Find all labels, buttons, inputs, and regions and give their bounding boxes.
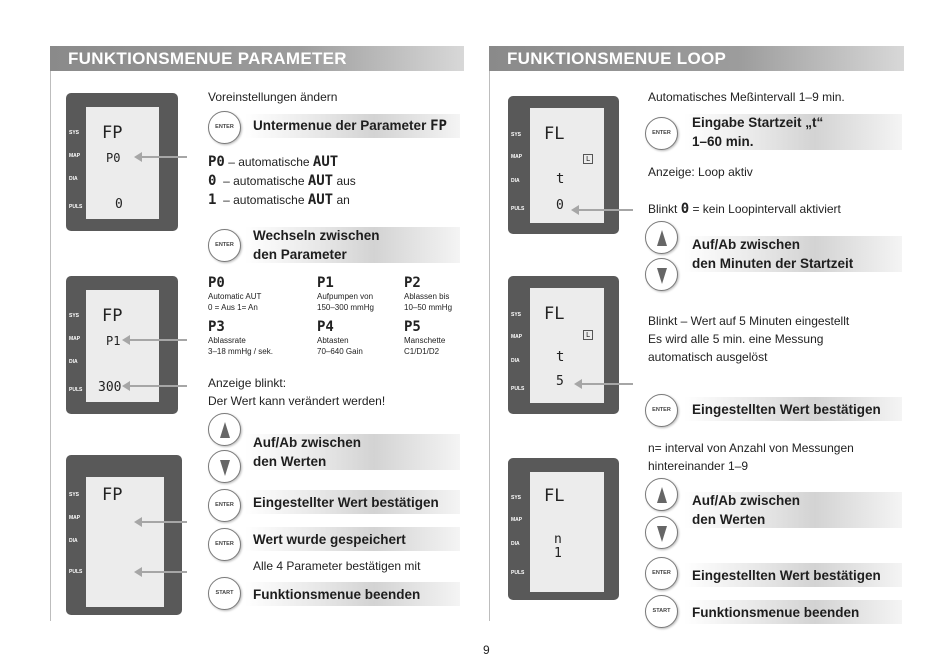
blink0-pre: Blinkt [648,202,681,216]
lcd-display-fp [66,455,182,615]
n-line1: n= interval von Anzahl von Messungen [648,441,854,455]
confirm2-step [684,563,902,587]
blink5-line3: automatisch ausgelöst [648,350,768,364]
param-code: P0 [208,275,225,291]
dia-label: DIA [69,359,78,365]
map-label: MAP [69,515,81,521]
lcd-display-loop-t5 [508,276,619,414]
param-code: P3 [208,319,225,335]
param-p1 [317,275,407,313]
lcd-display-loop-t0 [508,96,619,234]
puls-label: PULS [511,206,525,212]
interval-text: Automatisches Meßintervall 1–9 min. [648,90,845,104]
lcd-display-p0 [66,93,178,231]
enter-label: ENTER [215,124,234,130]
start-line2: 1–60 min. [692,134,754,149]
enter-label: ENTER [652,407,671,413]
param-code: P2 [404,275,421,291]
param-line2: 70–640 Gain [317,347,363,356]
sys-label: SYS [69,492,80,498]
line-text: – automatische [216,174,308,188]
updown-min-line2: den Minuten der Startzeit [692,256,854,271]
n-interval-text [648,439,854,475]
dia-label: DIA [69,538,78,544]
end-text: Funktionsmenue beenden [253,586,421,602]
map-label: MAP [511,154,523,160]
right-divider [489,71,490,621]
intro-text: Voreinstellungen ändern [208,90,338,104]
param-p5 [404,319,474,357]
sys-label: SYS [69,313,80,319]
line-suffix: an [333,193,350,207]
confirm2-text: Eingestellten Wert bestätigen [692,567,881,583]
seg-code: 1 [208,192,217,208]
lcd-display-p1 [66,276,178,414]
pointer-arrow [578,209,633,211]
param-p2 [404,275,474,313]
param-code: P4 [317,319,334,335]
dia-label: DIA [69,176,78,182]
switch-step [245,227,460,263]
enter-label: ENTER [215,502,234,508]
seg-text: AUT [307,192,334,208]
switch-line2: den Parameter [253,247,347,262]
blink5-line1: Blinkt – Wert auf 5 Minuten eingestellt [648,314,850,328]
blink-line2: Der Wert kann verändert werden! [208,394,386,408]
lcd-top-text: FL [544,304,565,324]
updown-line1: Auf/Ab zwischen [692,493,801,508]
map-label: MAP [69,336,81,342]
puls-label: PULS [69,204,83,210]
up-button [645,221,678,254]
seg-code: P0 [208,154,225,170]
lcd-top-text: FP [102,123,123,143]
puls-label: PULS [511,386,525,392]
updown-step [245,434,460,470]
enter-button [645,394,678,427]
map-label: MAP [511,334,523,340]
param-line1: Ablassen bis [404,292,450,301]
lcd-bottom-text: 0 [115,197,123,212]
updown-values-step [684,492,902,528]
seg-text: AUT [307,173,334,189]
puls-label: PULS [511,570,525,576]
switch-line1: Wechseln zwischen [253,228,380,243]
seg-text: AUT [312,154,339,170]
dia-label: DIA [511,178,520,184]
pointer-arrow [141,521,187,523]
end-step [245,582,460,606]
updown-min-line1: Auf/Ab zwischen [692,237,801,252]
confirm-text: Eingestellten Wert bestätigen [692,401,881,417]
blink0-post: = kein Loopintervall aktiviert [689,202,841,216]
n-line2: hintereinander 1–9 [648,459,749,473]
lcd-top-text: FL [544,124,565,144]
line-suffix: aus [333,174,356,188]
map-label: MAP [511,517,523,523]
enter-button [208,229,241,262]
dia-label: DIA [511,541,520,547]
puls-label: PULS [69,569,83,575]
down-button [208,450,241,483]
confirm-text: Eingestellter Wert bestätigen [253,494,439,510]
param-line2: 3–18 mmHg / sek. [208,347,273,356]
page-number: 9 [483,643,490,657]
pointer-arrow [141,571,187,573]
dia-label: DIA [511,358,520,364]
saved-step [245,527,460,551]
param-code: P1 [317,275,334,291]
pointer-arrow [141,156,187,158]
pointer-arrow [129,339,187,341]
start-label: START [215,590,234,596]
enter-label: ENTER [652,570,671,576]
p0-description [208,153,356,210]
submenu-seg: FP [430,118,447,134]
line-text: – automatische [216,193,308,207]
submenu-step [245,114,460,138]
sys-label: SYS [69,130,80,136]
left-divider [50,71,51,621]
up-button [208,413,241,446]
lcd-mid-text: P0 [106,151,121,165]
seg-code: 0 [208,173,217,189]
submenu-text: Untermenue der Parameter [253,118,431,133]
enter-label: ENTER [652,130,671,136]
enter-button [208,528,241,561]
sys-label: SYS [511,495,522,501]
loop-active-text: Anzeige: Loop aktiv [648,165,753,179]
lcd-top-text: FP [102,485,123,505]
map-label: MAP [69,153,81,159]
lcd-mid-text: n [554,532,562,547]
lcd-bottom-text: 0 [556,198,564,213]
blink5-text [648,312,849,366]
confirm-step [245,490,460,514]
param-line2: 150–300 mmHg [317,303,374,312]
enter-label: ENTER [215,541,234,547]
enter-button [208,489,241,522]
sys-label: SYS [511,132,522,138]
all-params-text: Alle 4 Parameter bestätigen mit [253,559,421,573]
param-line1: Manschette [404,336,446,345]
start-time-step [684,114,902,150]
blink0-seg: 0 [680,201,690,217]
lcd-top-text: FL [544,486,565,506]
lcd-mid-text: t [556,171,565,187]
blink-line1: Anzeige blinkt: [208,376,287,390]
param-line2: 0 = Aus 1= An [208,303,258,312]
saved-text: Wert wurde gespeichert [253,531,406,547]
down-button [645,258,678,291]
start-label: START [652,608,671,614]
updown-line2: den Werten [253,454,327,469]
right-section-header: FUNKTIONSMENUE LOOP [489,46,904,71]
enter-button [208,111,241,144]
lcd-display-loop-n [508,458,619,600]
param-line1: Automatic AUT [208,292,262,301]
lcd-top-text: FP [102,306,123,326]
loop-badge: L [583,154,593,164]
start-button [208,577,241,610]
blink-note [208,374,385,410]
param-line2: C1/D1/D2 [404,347,440,356]
lcd-bottom-text: 5 [556,374,564,389]
lcd-mid-text: t [556,349,565,365]
param-line1: Aufpumpen von [317,292,374,301]
sys-label: SYS [511,312,522,318]
puls-label: PULS [69,387,83,393]
enter-label: ENTER [215,242,234,248]
param-p3 [208,319,318,357]
lcd-bottom-text: 300 [98,380,122,395]
end-step [684,600,902,624]
blink0-text [648,201,841,217]
param-p4 [317,319,407,357]
updown-line2: den Werten [692,512,766,527]
loop-badge: L [583,330,593,340]
param-code: P5 [404,319,421,335]
lcd-mid-text: P1 [106,334,121,348]
param-p0 [208,275,318,313]
line-text: – automatische [224,155,313,169]
param-line1: Ablassrate [208,336,246,345]
updown-minutes-step [684,236,902,272]
enter-button [645,557,678,590]
pointer-arrow [129,385,187,387]
down-button [645,516,678,549]
blink5-line2: Es wird alle 5 min. eine Messung [648,332,824,346]
end-text: Funktionsmenue beenden [692,604,860,620]
lcd-bottom-text: 1 [554,546,562,561]
enter-button [645,117,678,150]
start-line1: Eingabe Startzeit „t“ [692,115,824,130]
up-button [645,478,678,511]
param-line2: 10–50 mmHg [404,303,453,312]
updown-line1: Auf/Ab zwischen [253,435,362,450]
start-button [645,595,678,628]
left-section-header: FUNKTIONSMENUE PARAMETER [50,46,464,71]
confirm-step [684,397,902,421]
param-line1: Abtasten [317,336,349,345]
pointer-arrow [581,383,633,385]
